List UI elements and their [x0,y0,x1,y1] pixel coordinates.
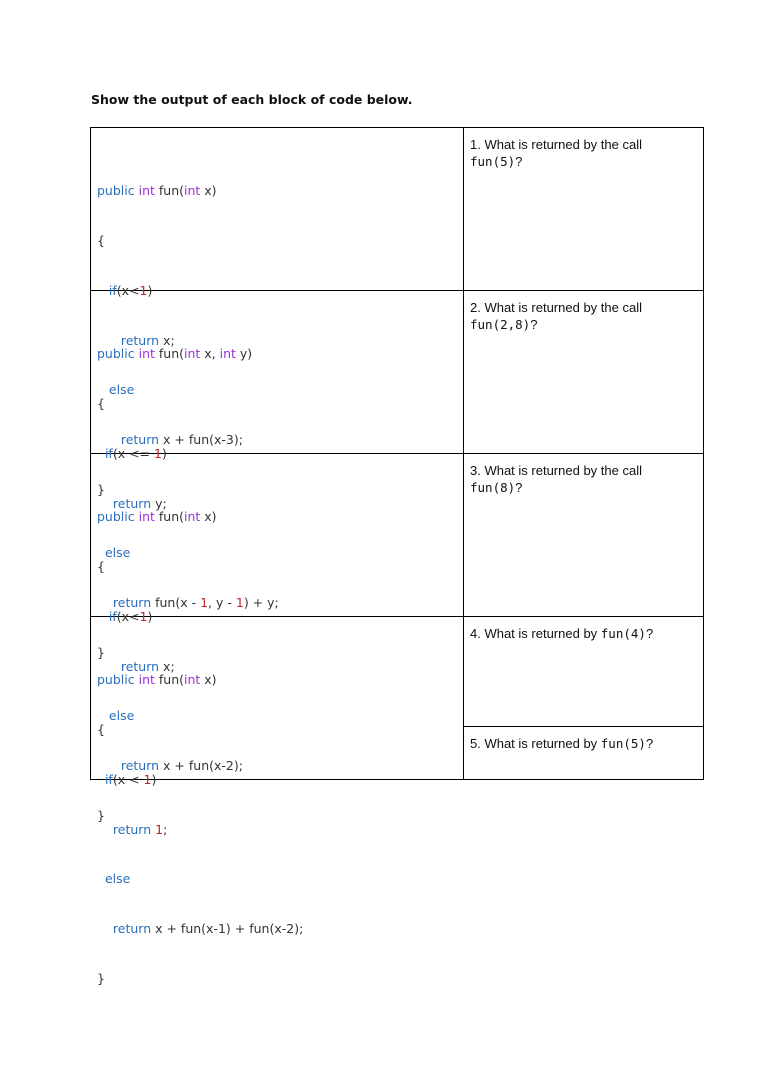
keyword-else: else [104,871,131,887]
code-brace: } [97,481,105,497]
keyword-return: return [120,432,160,448]
code-text: x; [159,332,175,348]
question-code: fun(2,8) [470,317,531,332]
instruction-heading: Show the output of each block of code below. [91,92,413,107]
code-text: ) [151,771,157,787]
table-row [91,617,704,780]
code-brace: } [97,807,105,823]
code-brace: { [97,721,105,737]
question-code: fun(5) [600,736,646,751]
question-cell-3[interactable] [464,454,704,617]
placeholder-glyph [97,1021,303,1038]
code-brace: { [97,395,105,411]
question-code: fun(5) [470,154,516,169]
question-table [90,127,704,986]
keyword-if: if [108,282,117,298]
question-suffix: ? [645,626,654,641]
code-text: (x < [112,771,144,787]
code-text: y; [151,495,167,511]
code-text: fun(x - [151,595,201,611]
keyword-if: if [104,445,113,461]
type-int: int [138,509,155,525]
keyword-return: return [112,821,152,837]
question-text: 4. What is returned by [470,626,601,641]
question-cell-4-5 [464,617,704,780]
keyword-else: else [104,545,131,561]
code-text: x) [200,183,217,199]
keyword-return: return [112,595,152,611]
question-suffix: ? [645,736,654,751]
code-brace: { [97,558,105,574]
code-text: (x <= [112,445,154,461]
keyword-public: public [97,672,135,688]
code-text: x, [200,346,220,362]
keyword-if: if [108,608,117,624]
type-int: int [138,672,155,688]
question-code: fun(8) [470,480,516,495]
question-suffix: ? [530,317,538,332]
code-text: (x< [116,608,140,624]
type-int: int [219,346,236,362]
question-cell-2[interactable] [464,291,704,454]
code-number: 1 [235,595,244,611]
code-text: fun( [154,346,185,362]
code-number: 1 [155,821,164,837]
code-text: y) [235,346,253,362]
code-number: 1 [139,608,148,624]
code-text: ) [147,282,153,298]
keyword-else: else [108,708,135,724]
code-text: ; [163,821,168,837]
keyword-public: public [97,183,135,199]
keyword-return: return [120,332,160,348]
code-text: x + fun(x-1) + fun(x-2); [151,921,304,937]
type-int: int [184,183,201,199]
question-cell-1[interactable] [464,128,704,291]
code-text: (x< [116,282,140,298]
question-suffix: ? [515,480,523,495]
code-number: 1 [200,595,209,611]
keyword-return: return [120,758,160,774]
table-row [91,291,704,454]
table-row [91,454,704,617]
keyword-public: public [97,509,135,525]
code-text: fun( [154,672,185,688]
code-text: fun( [154,509,185,525]
keyword-return: return [120,658,160,674]
code-text: , y - [208,595,236,611]
code-block-1 [91,128,464,497]
type-int: int [184,672,201,688]
keyword-else: else [108,382,135,398]
code-number: 1 [154,445,162,461]
keyword-return: return [112,921,152,937]
question-suffix: ? [515,154,523,169]
code-brace: } [97,644,105,660]
keyword-if: if [104,771,113,787]
code-text: x + fun(x-2); [159,758,243,774]
code-block-2 [91,291,464,660]
code-brace: } [97,970,105,986]
table-row [91,128,704,291]
code-text: x) [200,672,217,688]
code-text: ) + y; [243,595,279,611]
question-cell-4[interactable] [464,617,703,727]
code-number: 1 [139,282,148,298]
code-block-4 [91,617,464,986]
code-text: x) [200,509,217,525]
code-brace: { [97,232,105,248]
type-int: int [138,183,155,199]
code-text: fun( [154,183,185,199]
question-cell-5[interactable] [464,727,703,779]
question-text: 2. What is returned by the call [470,300,642,315]
keyword-public: public [97,346,135,362]
question-text: 3. What is returned by the call [470,463,642,478]
code-block-3 [91,454,464,823]
question-code: fun(4) [600,626,646,641]
question-text: 5. What is returned by [470,736,601,751]
type-int: int [138,346,155,362]
code-text: ) [161,445,167,461]
code-text: x + fun(x-3); [159,432,243,448]
code-text: ) [147,608,153,624]
code-text: x; [159,658,175,674]
code-number: 1 [143,771,152,787]
type-int: int [184,509,201,525]
type-int: int [184,346,201,362]
keyword-return: return [112,495,152,511]
question-text: 1. What is returned by the call [470,137,642,152]
